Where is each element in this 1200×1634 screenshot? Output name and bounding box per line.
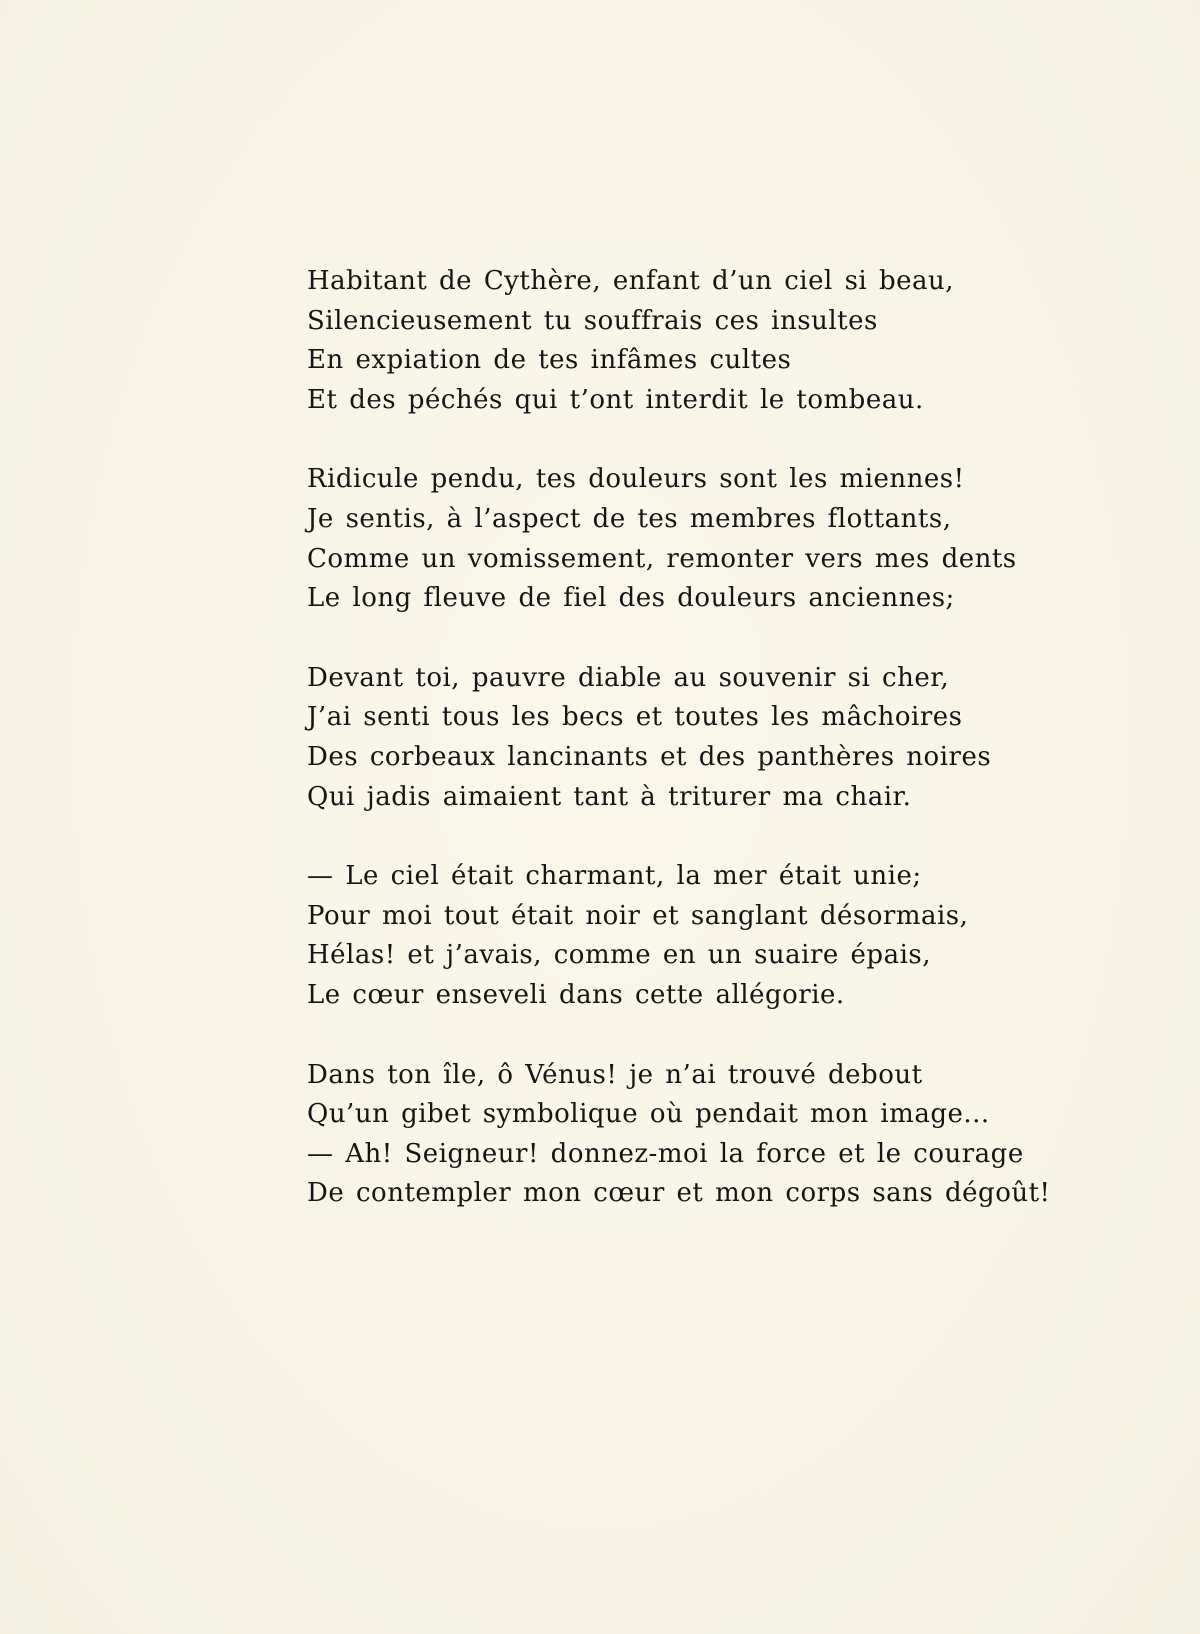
poem-line: Devant toi, pauvre diable au souvenir si cher, [307,662,950,693]
poem-line: Qui jadis aimaient tant à triturer ma chair. [307,781,912,812]
poem-line: J’ai senti tous les becs et toutes les mâchoires [307,702,963,733]
poem-line: Le cœur enseveli dans cette allégorie. [307,979,845,1010]
stanza-2 [307,460,1167,618]
stanza-5 [307,1056,1167,1214]
poem-line: Dans ton île, ô Vénus! je n’ai trouvé debout [307,1059,923,1090]
stanza-1 [307,262,1167,420]
poem-line: Pour moi tout était noir et sanglant désormais, [307,900,969,931]
poem-line: Comme un vomissement, remonter vers mes dents [307,543,1017,574]
poem-line: — Ah! Seigneur! donnez-moi la force et le courage [307,1138,1024,1169]
poem-line: En expiation de tes infâmes cultes [307,345,792,376]
poem-body [307,262,1167,1214]
stanza-4 [307,857,1167,1015]
poem-line: Qu’un gibet symbolique où pendait mon image... [307,1099,990,1130]
poem-line: Silencieusement tu souffrais ces insultes [307,305,878,336]
poem-line: — Le ciel était charmant, la mer était unie; [307,861,922,892]
poem-line: Et des péchés qui t’ont interdit le tombeau. [307,384,924,415]
poem-line: Je sentis, à l’aspect de tes membres flottants, [307,503,952,534]
poem-line: Hélas! et j’avais, comme en un suaire épais, [307,940,932,971]
poem-line: Habitant de Cythère, enfant d’un ciel si beau, [307,266,955,296]
poem-line: Ridicule pendu, tes douleurs sont les miennes! [307,464,965,495]
stanza-3 [307,659,1167,817]
poem-line: De contempler mon cœur et mon corps sans dégoût! [307,1178,1051,1209]
poem-line: Des corbeaux lancinants et des panthères noires [307,741,992,772]
poem-line: Le long fleuve de fiel des douleurs anciennes; [307,583,955,614]
